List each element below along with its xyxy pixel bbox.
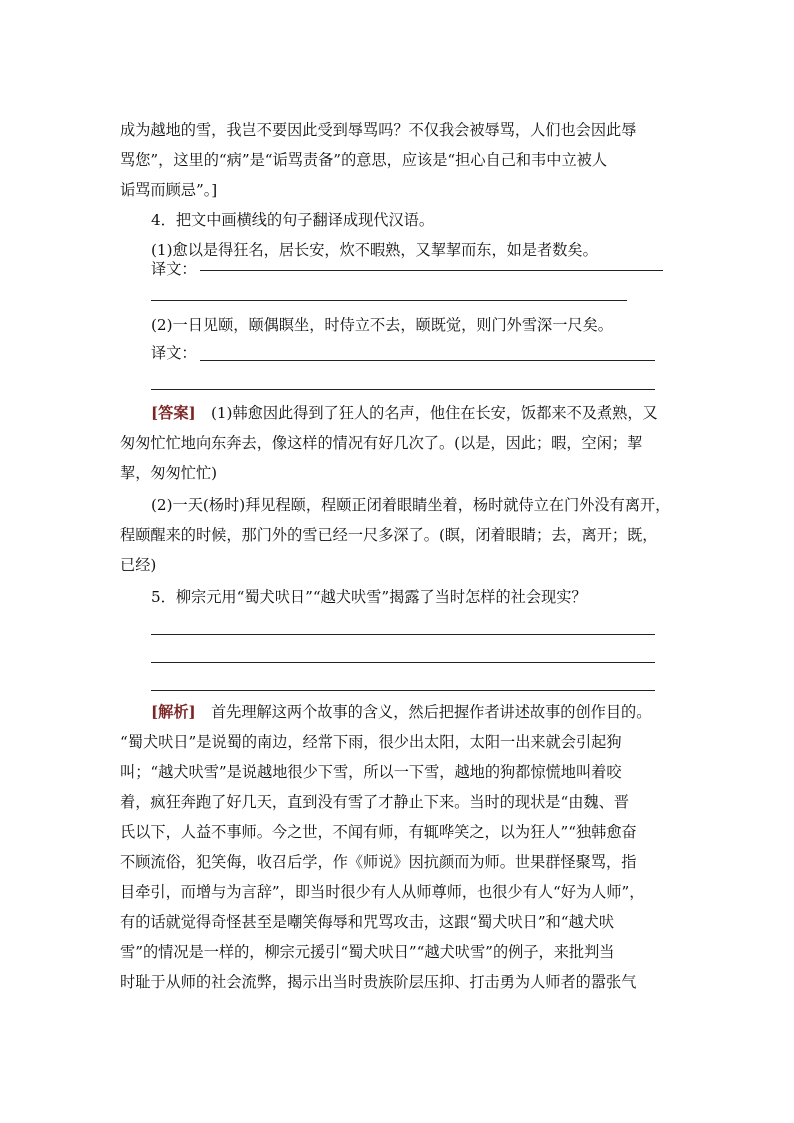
translation-label: 译文： — [151, 344, 197, 362]
intro-line: 骂您”，这里的“病”是“诟骂责备”的意思，应该是“担心自己和韦中立被人 — [120, 151, 608, 169]
answer-blank-line — [151, 389, 655, 390]
translation-label: 译文： — [151, 260, 197, 278]
analysis-line: 有的话就觉得奇怪甚至是嘲笑侮辱和咒骂攻击，这跟“蜀犬吠日”和“越犬吠 — [120, 913, 615, 931]
answer-paragraph-line: 挈，匆匆忙忙) — [120, 464, 218, 482]
analysis-line: 叫；“越犬吠雪”是说越地很少下雪，所以一下雪，越地的狗都惊慌地叫着咬 — [120, 763, 622, 781]
analysis-line: 不顾流俗，犯笑侮，收召后学，作《师说》因抗颜而为师。世果群怪聚骂，指 — [120, 853, 637, 871]
answer-blank-line — [200, 270, 663, 271]
question-4-sentence-2: (2)一日见颐，颐偶瞑坐，时侍立不去，颐既觉，则门外雪深一尺矣。 — [151, 316, 613, 334]
analysis-line: 目牵引，而增与为言辞”，即当时很少有人从师尊师，也很少有人“好为人师”， — [120, 883, 645, 901]
analysis-line: “蜀犬吠日”是说蜀的南边，经常下雨，很少出太阳，太阳一出来就会引起狗 — [120, 733, 622, 751]
answer-blank-line — [151, 690, 655, 691]
answer-blank-line — [151, 300, 627, 301]
analysis-line: 着，疯狂奔跑了好几天，直到没有雪了才静止下来。当时的现状是“由魏、晋 — [120, 793, 629, 811]
question-5-stem: 5．柳宗元用“蜀犬吠日”“越犬吠雪”揭露了当时怎样的社会现实？ — [151, 588, 587, 606]
analysis-line: 雪”的情况是一样的，柳宗元援引“蜀犬吠日”“越犬吠雪”的例子，来批判当 — [120, 943, 615, 961]
answer-blank-line — [200, 360, 655, 361]
answer-paragraph-line: 已经) — [120, 556, 157, 574]
answer-tag: [答案] — [151, 404, 196, 422]
intro-line: 成为越地的雪，我岂不要因此受到辱骂吗？不仅我会被辱骂，人们也会因此辱 — [120, 121, 637, 139]
answer-paragraph-line: [答案] (1)韩愈因此得到了狂人的名声，他住在长安，饭都来不及煮熟，又 — [151, 404, 658, 422]
answer-blank-line — [151, 634, 655, 635]
intro-line: 诟骂而顾忌”。] — [120, 181, 218, 199]
question-4-stem: 4．把文中画横线的句子翻译成现代汉语。 — [151, 211, 435, 229]
answer-blank-line — [151, 662, 655, 663]
analysis-line: 时耻于从师的社会流弊，揭示出当时贵族阶层压抑、打击勇为人师者的嚣张气 — [120, 973, 637, 991]
analysis-line: 氏以下，人益不事师。今之世，不闻有师，有辄哗笑之，以为狂人”“独韩愈奋 — [120, 823, 637, 841]
answer-paragraph-line: 程颐醒来的时候，那门外的雪已经一尺多深了。(瞑，闭着眼睛；去，离开；既， — [120, 526, 658, 544]
answer-paragraph-line: (2)一天(杨时)拜见程颐，程颐正闭着眼睛坐着，杨时就侍立在门外没有离开， — [151, 496, 671, 514]
analysis-line: [解析] 首先理解这两个故事的含义，然后把握作者讲述故事的创作目的。 — [151, 703, 652, 721]
analysis-tag: [解析] — [151, 703, 196, 721]
answer-paragraph-line: 匆匆忙忙地向东奔去，像这样的情况有好几次了。(以是，因此；暇，空闲；挈 — [120, 434, 643, 452]
question-4-sentence-1: (1)愈以是得狂名，居长安，炊不暇熟，又挈挈而东，如是者数矣。 — [151, 241, 598, 259]
